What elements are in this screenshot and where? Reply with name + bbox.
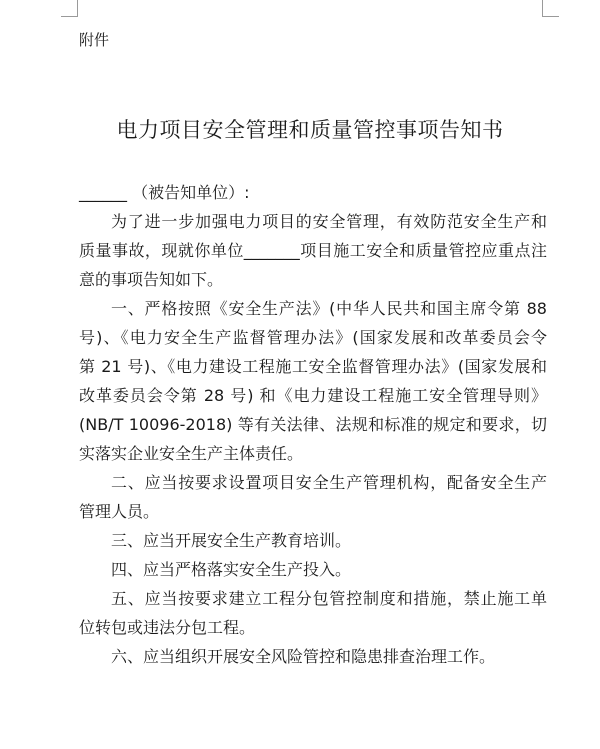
item-6-line: 六、应当组织开展安全风险管控和隐患排查治理工作。 [111, 647, 496, 666]
crop-mark-top-left [61, 0, 78, 17]
item-4-line: 四、应当严格落实安全生产投入。 [111, 560, 352, 579]
item-3-line: 三、应当开展安全生产教育培训。 [111, 531, 352, 550]
intro-line-3: 意的事项告知如下。 [79, 270, 224, 289]
document-body [79, 178, 547, 671]
item-1-line-5: (NB/T 10096-2018) 等有关法律、法规和标准的规定和要求，切 [79, 415, 547, 434]
document-title: 电力项目安全管理和质量管控事项告知书 [116, 118, 504, 142]
addressee-line: ______ （被告知单位）: [79, 183, 250, 202]
intro-line-1: 为了进一步加强电力项目的安全管理，有效防范安全生产和 [111, 212, 547, 231]
item-2-line-2: 管理人员。 [79, 502, 160, 521]
item-1-line-4: 改革委员会令第 28 号) 和《电力建设工程施工安全管理导则》 [79, 386, 547, 405]
item-2-line-1: 二、应当按要求设置项目安全生产管理机构，配备安全生产 [111, 473, 547, 492]
intro-line-2: 质量事故，现就你单位_______项目施工安全和质量管控应重点注 [79, 241, 547, 260]
item-5-line-2: 位转包或违法分包工程。 [79, 618, 256, 637]
item-5-line-1: 五、应当按要求建立工程分包管控制度和措施，禁止施工单 [111, 589, 547, 608]
item-1-line-1: 一、严格按照《安全生产法》(中华人民共和国主席令第 88 [111, 299, 547, 318]
crop-mark-top-right [542, 0, 559, 17]
item-1-line-6: 实落实企业安全生产主体责任。 [79, 444, 304, 463]
item-1-line-2: 号)、《电力安全生产监督管理办法》(国家发展和改革委员会令 [79, 328, 547, 347]
item-1-line-3: 第 21 号)、《电力建设工程施工安全监督管理办法》(国家发展和 [79, 357, 547, 376]
attachment-label: 附件 [79, 31, 110, 49]
